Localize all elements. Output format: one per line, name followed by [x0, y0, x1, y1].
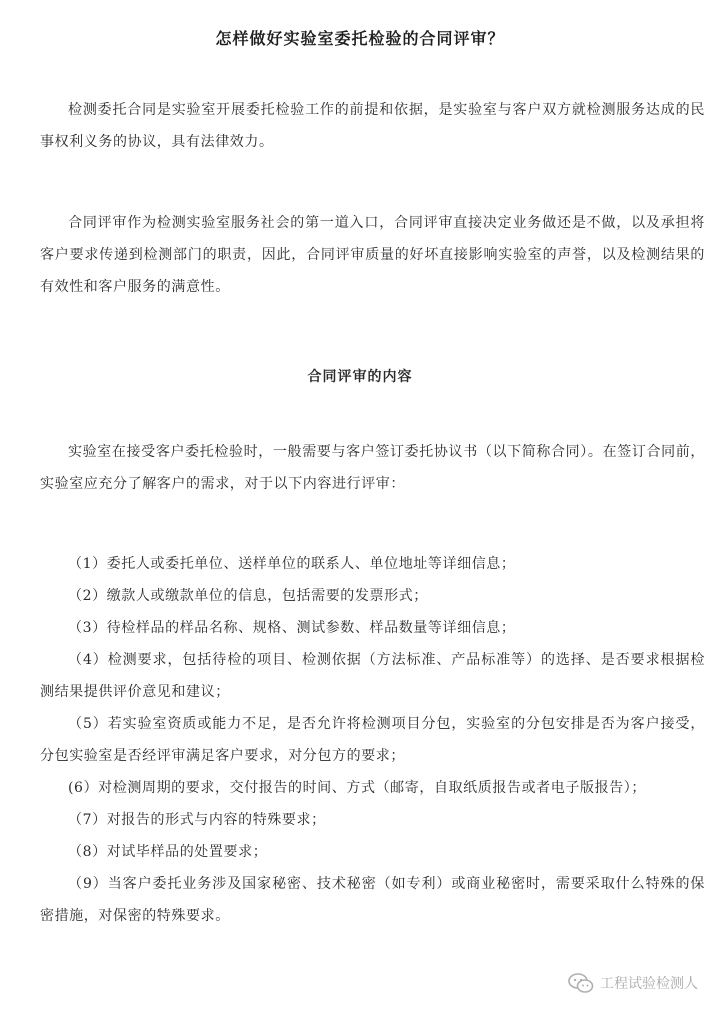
list-item: （7）对报告的形式与内容的特殊要求； — [68, 812, 326, 828]
review-items-list — [40, 548, 705, 932]
paragraph-intro: 检测委托合同是实验室开展委托检验工作的前提和依据，是实验室与客户双方就检测服务达成的民事权利义务的协议，具有法律效力。 — [40, 102, 705, 150]
wechat-icon — [568, 973, 594, 993]
list-item: （2）缴款人或缴款单位的信息，包括需要的发票形式； — [68, 588, 428, 604]
section-title: 合同评审的内容 — [307, 369, 413, 385]
list-item: （8）对试毕样品的处置要求； — [68, 844, 268, 860]
section-intro: 实验室在接受客户委托检验时，一般需要与客户签订委托协议书（以下简称合同）。在签订合同前，实验室应充分了解客户的需求，对于以下内容进行评审： — [40, 444, 705, 492]
list-item: （1）委托人或委托单位、送样单位的联系人、单位地址等详细信息； — [68, 556, 516, 572]
list-item: （9）当客户委托业务涉及国家秘密、技术秘密（如专利）或商业秘密时，需要采取什么特殊的保密措施，对保密的特殊要求。 — [40, 876, 705, 924]
watermark — [568, 973, 698, 993]
watermark-text: 工程试验检测人 — [600, 976, 698, 992]
list-item: （4）检测要求，包括待检的项目、检测依据（方法标准、产品标准等）的选择、是否要求根据检测结果提供评价意见和建议； — [40, 652, 705, 700]
paragraph-contract-review: 合同评审作为检测实验室服务社会的第一道入口，合同评审直接决定业务做还是不做，以及承担将客户要求传递到检测部门的职责，因此，合同评审质量的好坏直接影响实验室的声誉，以及检测结果的有效性和客户服务的满意性。 — [40, 215, 705, 295]
list-item: （5）若实验室资质或能力不足，是否允许将检测项目分包，实验室的分包安排是否为客户接受，分包实验室是否经评审满足客户要求，对分包方的要求； — [40, 716, 705, 764]
list-item: （3）待检样品的样品名称、规格、测试参数、样品数量等详细信息； — [68, 620, 516, 636]
document-title: 怎样做好实验室委托检验的合同评审？ — [215, 29, 505, 48]
list-item: (6）对检测周期的要求，交付报告的时间、方式（邮寄，自取纸质报告或者电子版报告）； — [68, 780, 646, 796]
